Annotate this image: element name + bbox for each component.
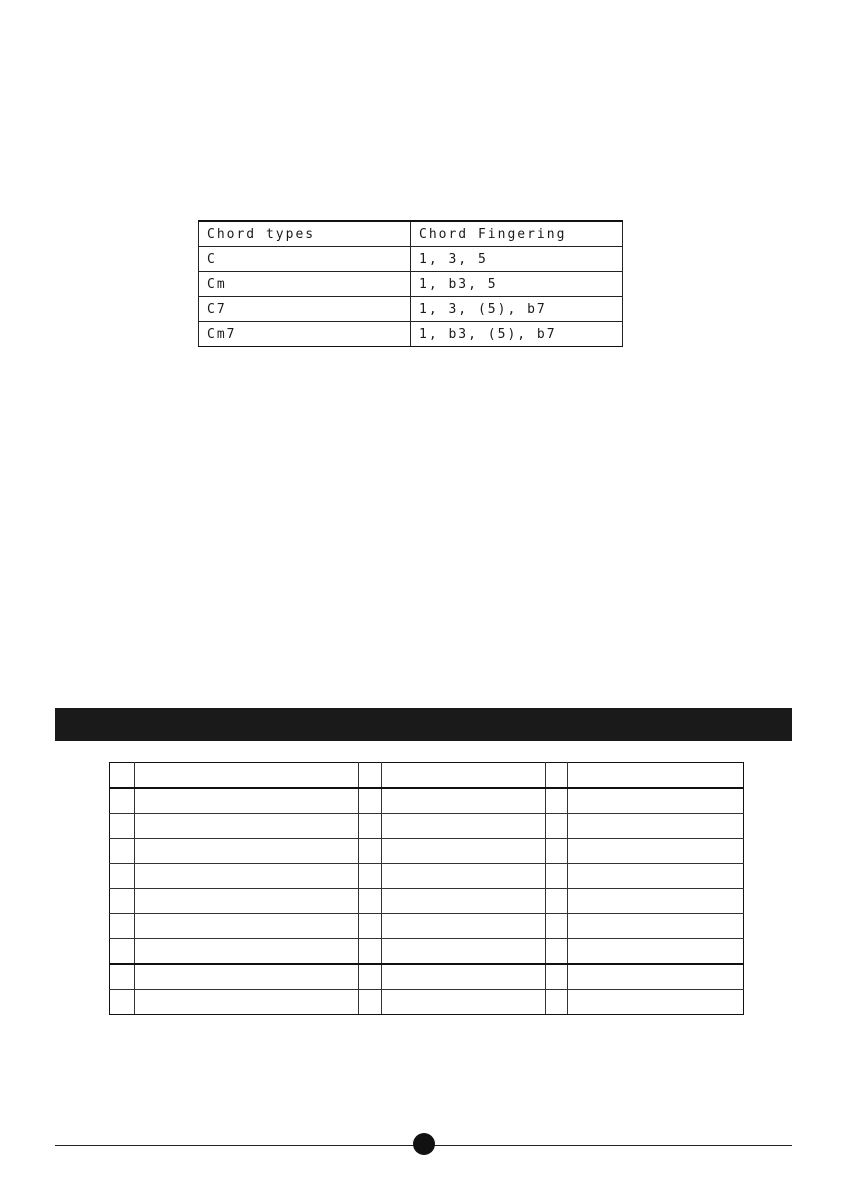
grid-cell: [135, 788, 359, 814]
grid-cell: [568, 814, 744, 839]
grid-cell: [568, 964, 744, 990]
grid-cell: [135, 914, 359, 939]
grid-cell: [568, 889, 744, 914]
grid-cell: [546, 763, 568, 789]
table-row: [110, 914, 744, 939]
grid-cell: [546, 864, 568, 889]
grid-cell: [110, 914, 135, 939]
grid-cell: [110, 889, 135, 914]
grid-cell: [359, 763, 382, 789]
grid-cell: [135, 939, 359, 965]
grid-cell: [382, 763, 546, 789]
grid-cell: [135, 814, 359, 839]
grid-cell: [382, 939, 546, 965]
section-header-band: [55, 708, 792, 741]
grid-cell: [135, 889, 359, 914]
table-row: [110, 939, 744, 965]
grid-cell: [568, 864, 744, 889]
grid-cell: [546, 889, 568, 914]
page-marker-dot: [413, 1133, 435, 1155]
grid-cell: [110, 814, 135, 839]
chord-fingering-cell: 1, 3, 5: [411, 247, 623, 272]
table-row: [110, 990, 744, 1015]
table-row: [110, 788, 744, 814]
table-row: [110, 889, 744, 914]
grid-cell: [110, 864, 135, 889]
grid-cell: [359, 864, 382, 889]
table-row: [110, 839, 744, 864]
grid-cell: [568, 914, 744, 939]
grid-cell: [135, 763, 359, 789]
grid-cell: [359, 788, 382, 814]
grid-cell: [110, 939, 135, 965]
grid-cell: [359, 939, 382, 965]
grid-cell: [110, 763, 135, 789]
header-chord-types: Chord types: [199, 221, 411, 247]
grid-cell: [382, 889, 546, 914]
chord-fingering-cell: 1, b3, (5), b7: [411, 322, 623, 347]
table-row: [110, 763, 744, 789]
header-chord-fingering: Chord Fingering: [411, 221, 623, 247]
table-row: [199, 322, 623, 347]
grid-cell: [135, 864, 359, 889]
grid-cell: [382, 864, 546, 889]
grid-cell: [359, 889, 382, 914]
grid-cell: [110, 839, 135, 864]
chord-fingering-table: [198, 220, 623, 347]
grid-cell: [382, 914, 546, 939]
grid-cell: [359, 990, 382, 1015]
table-row: [199, 247, 623, 272]
grid-cell: [382, 964, 546, 990]
grid-cell: [110, 964, 135, 990]
grid-cell: [568, 990, 744, 1015]
chord-fingering-cell: 1, b3, 5: [411, 272, 623, 297]
grid-cell: [110, 788, 135, 814]
grid-cell: [135, 839, 359, 864]
grid-cell: [546, 990, 568, 1015]
grid-cell: [382, 788, 546, 814]
grid-cell: [359, 914, 382, 939]
grid-cell: [135, 990, 359, 1015]
grid-cell: [568, 763, 744, 789]
grid-cell: [568, 939, 744, 965]
grid-cell: [135, 964, 359, 990]
chord-type-cell: Cm: [199, 272, 411, 297]
grid-cell: [546, 964, 568, 990]
grid-cell: [546, 814, 568, 839]
grid-cell: [568, 788, 744, 814]
grid-cell: [110, 990, 135, 1015]
grid-cell: [359, 839, 382, 864]
chord-type-cell: Cm7: [199, 322, 411, 347]
table-row: [110, 814, 744, 839]
table-row: [199, 272, 623, 297]
grid-cell: [359, 814, 382, 839]
grid-cell: [546, 914, 568, 939]
chord-type-cell: C7: [199, 297, 411, 322]
table-header-row: [199, 221, 623, 247]
table-row: [110, 964, 744, 990]
grid-cell: [546, 839, 568, 864]
table-row: [110, 864, 744, 889]
grid-cell: [382, 839, 546, 864]
table-row: [199, 297, 623, 322]
grid-cell: [546, 788, 568, 814]
chord-fingering-cell: 1, 3, (5), b7: [411, 297, 623, 322]
grid-cell: [382, 990, 546, 1015]
empty-grid-table: [109, 762, 744, 1015]
chord-type-cell: C: [199, 247, 411, 272]
grid-cell: [359, 964, 382, 990]
grid-cell: [546, 939, 568, 965]
grid-cell: [382, 814, 546, 839]
grid-cell: [568, 839, 744, 864]
